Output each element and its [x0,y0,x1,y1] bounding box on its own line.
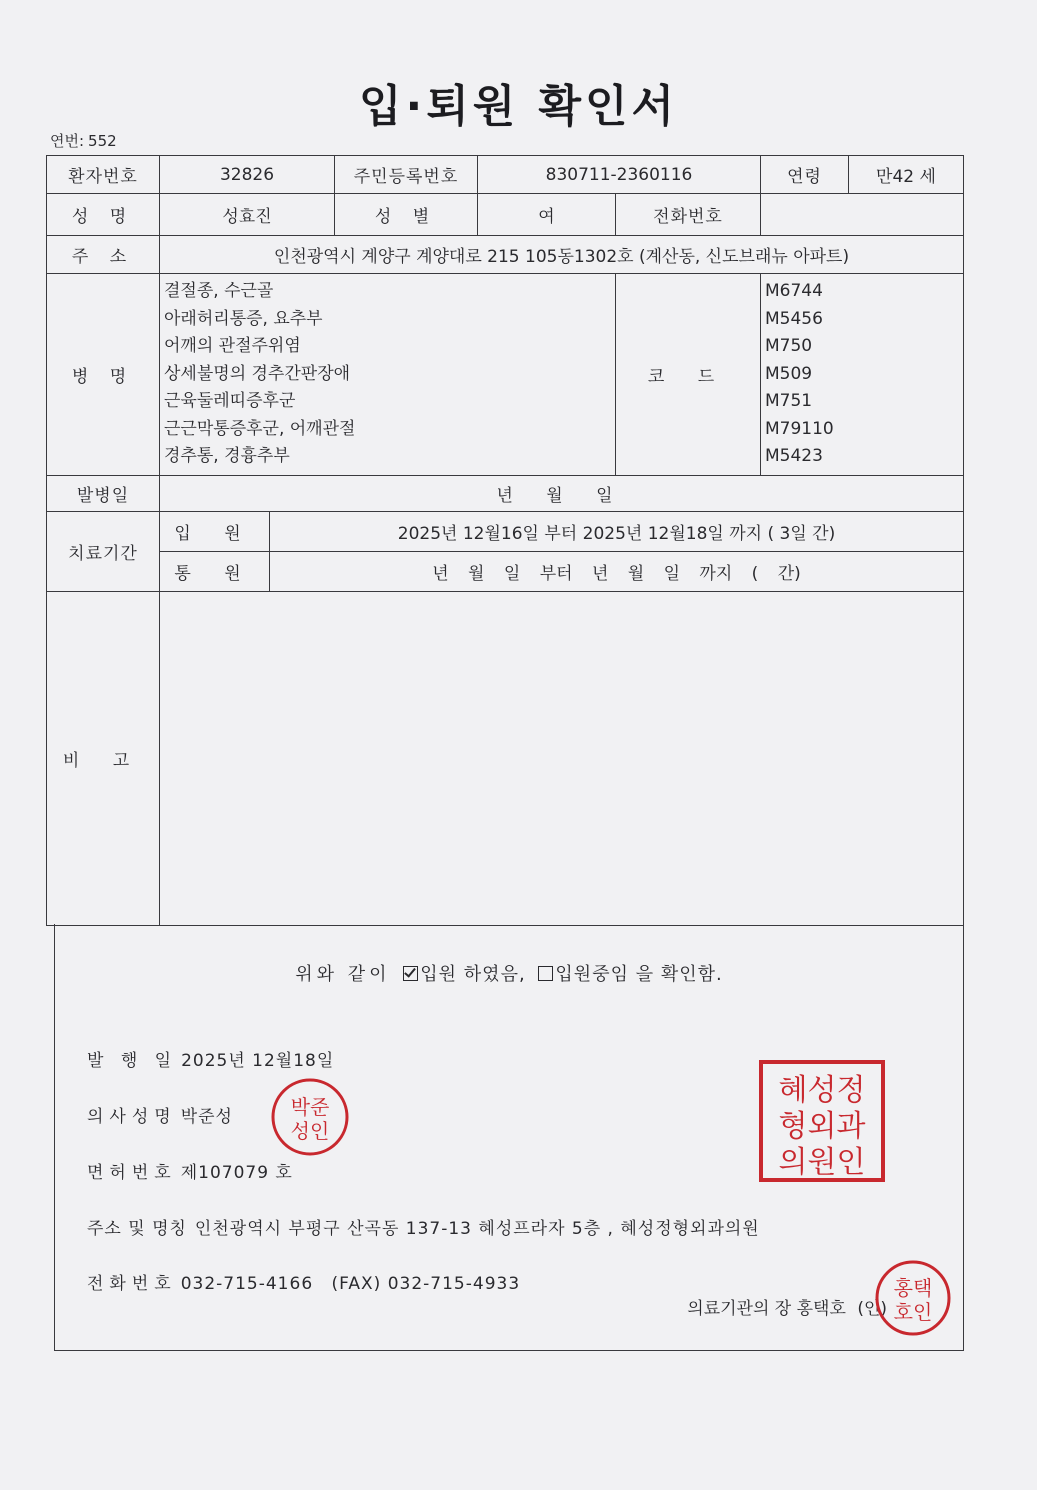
doctor-seal-text-top: 박준 [290,1095,330,1119]
phone-line [87,1269,520,1294]
head-name: 홍택호 [796,1299,846,1319]
head-seal-mark: (인) [857,1299,887,1319]
remarks-label: 비 고 [47,591,160,925]
address-label: 주 소 [47,236,160,274]
issue-date-label: 발 행 일 [87,1051,178,1071]
diagnosis-item: 근근막통증후군, 어깨관절 [164,418,356,439]
confirmation-statement [55,960,963,986]
code-label: 코 드 [616,274,761,476]
doctor-name: 박준성 [180,1107,233,1127]
serial-label: 연번: [50,132,85,150]
clinic-phone-label: 전화번호 [87,1274,177,1294]
outpatient-label: 통 원 [160,551,270,591]
treatment-label: 치료기간 [47,511,160,591]
doctor-label: 의사성명 [87,1107,177,1127]
org-line [87,1214,760,1239]
doctor-seal-text-bottom: 성인 [290,1119,330,1143]
sex-label: 성 별 [335,194,478,236]
issue-date: 2025년 12월18일 [181,1051,335,1071]
confirm-option-admitted: 입원 하였음, [420,964,526,985]
rrn-label: 주민등록번호 [335,156,478,194]
sex-value: 여 [478,194,616,236]
outpatient-period: 년 월 일 부터 년 월 일 까지 ( 간) [270,551,964,591]
serial-value: 552 [88,132,117,150]
code-item: M5423 [765,446,823,466]
issue-date-line [87,1046,334,1071]
code-item: M79110 [765,418,834,439]
license-number: 제107079 호 [180,1163,293,1183]
document-title: 입·퇴원 확인서 [358,81,679,132]
address-value: 인천광역시 계양구 계양대로 215 105동1302호 (계산동, 신도브래뉴 아파트) [160,236,964,274]
confirm-suffix: 을 확인함. [635,964,723,985]
doctor-seal-icon [269,1076,351,1158]
diagnosis-label: 병 명 [47,274,160,476]
diagnosis-item: 근육둘레띠증후군 [164,391,296,411]
diagnosis-item: 아래허리통증, 요추부 [164,308,323,329]
inpatient-period: 2025년 12월16일 부터 2025년 12월18일 까지 ( 3일 간) [270,511,964,551]
confirm-option-inpatient: 입원중임 [555,964,629,985]
license-label: 면허번호 [87,1163,177,1183]
org-label: 주소 및 명칭 [87,1219,187,1239]
patient-form-table [46,155,964,926]
hospital-seal-line1: 혜성정 [778,1073,866,1108]
phone-value [761,194,964,236]
hospital-seal-line3: 의원인 [778,1145,866,1180]
head-seal-text-bottom: 호인 [893,1300,933,1324]
code-item: M751 [765,391,813,411]
phone-label: 전화번호 [616,194,761,236]
diagnosis-item: 결절종, 수근골 [164,281,274,301]
diagnosis-item: 상세불명의 경추간판장애 [164,363,351,384]
patient-id-label: 환자번호 [47,156,160,194]
name-label: 성 명 [47,194,160,236]
onset-label: 발병일 [47,475,160,511]
code-list [761,274,964,476]
unchecked-checkbox-icon[interactable] [538,966,553,981]
age-value: 만42 세 [849,156,964,194]
code-item: M509 [765,363,813,384]
head-seal-text-top: 홍택 [893,1276,933,1300]
head-seal-icon [873,1258,953,1338]
code-item: M6744 [765,281,823,301]
rrn-value: 830711-2360116 [478,156,761,194]
head-label: 의료기관의 장 [687,1299,792,1319]
hospital-seal-icon [757,1058,887,1184]
org-value: 인천광역시 부평구 산곡동 137-13 혜성프라자 5층 , 혜성정형외과의원 [194,1219,760,1239]
doctor-line [87,1102,233,1127]
clinic-phone: 032-715-4166 [180,1274,314,1294]
remarks-value [160,591,964,925]
code-item: M5456 [765,308,823,329]
issuance-section [54,924,964,1351]
head-line [687,1294,887,1319]
onset-value: 년 월 일 [160,475,964,511]
inpatient-label: 입 원 [160,511,270,551]
serial-number [50,130,117,151]
confirm-prefix: 위와 같이 [295,964,391,985]
code-item: M750 [765,336,813,356]
fax-number: 032-715-4933 [387,1274,521,1294]
hospital-seal-line2: 형외과 [778,1109,866,1144]
patient-id: 32826 [160,156,335,194]
checked-checkbox-icon[interactable] [403,966,418,981]
diagnosis-list [160,274,616,476]
fax-label: (FAX) [331,1274,382,1294]
diagnosis-item: 어깨의 관절주위염 [164,336,301,356]
diagnosis-item: 경추통, 경흉추부 [164,446,290,466]
license-line [87,1158,293,1183]
name-value: 성효진 [160,194,335,236]
age-label: 연령 [761,156,849,194]
